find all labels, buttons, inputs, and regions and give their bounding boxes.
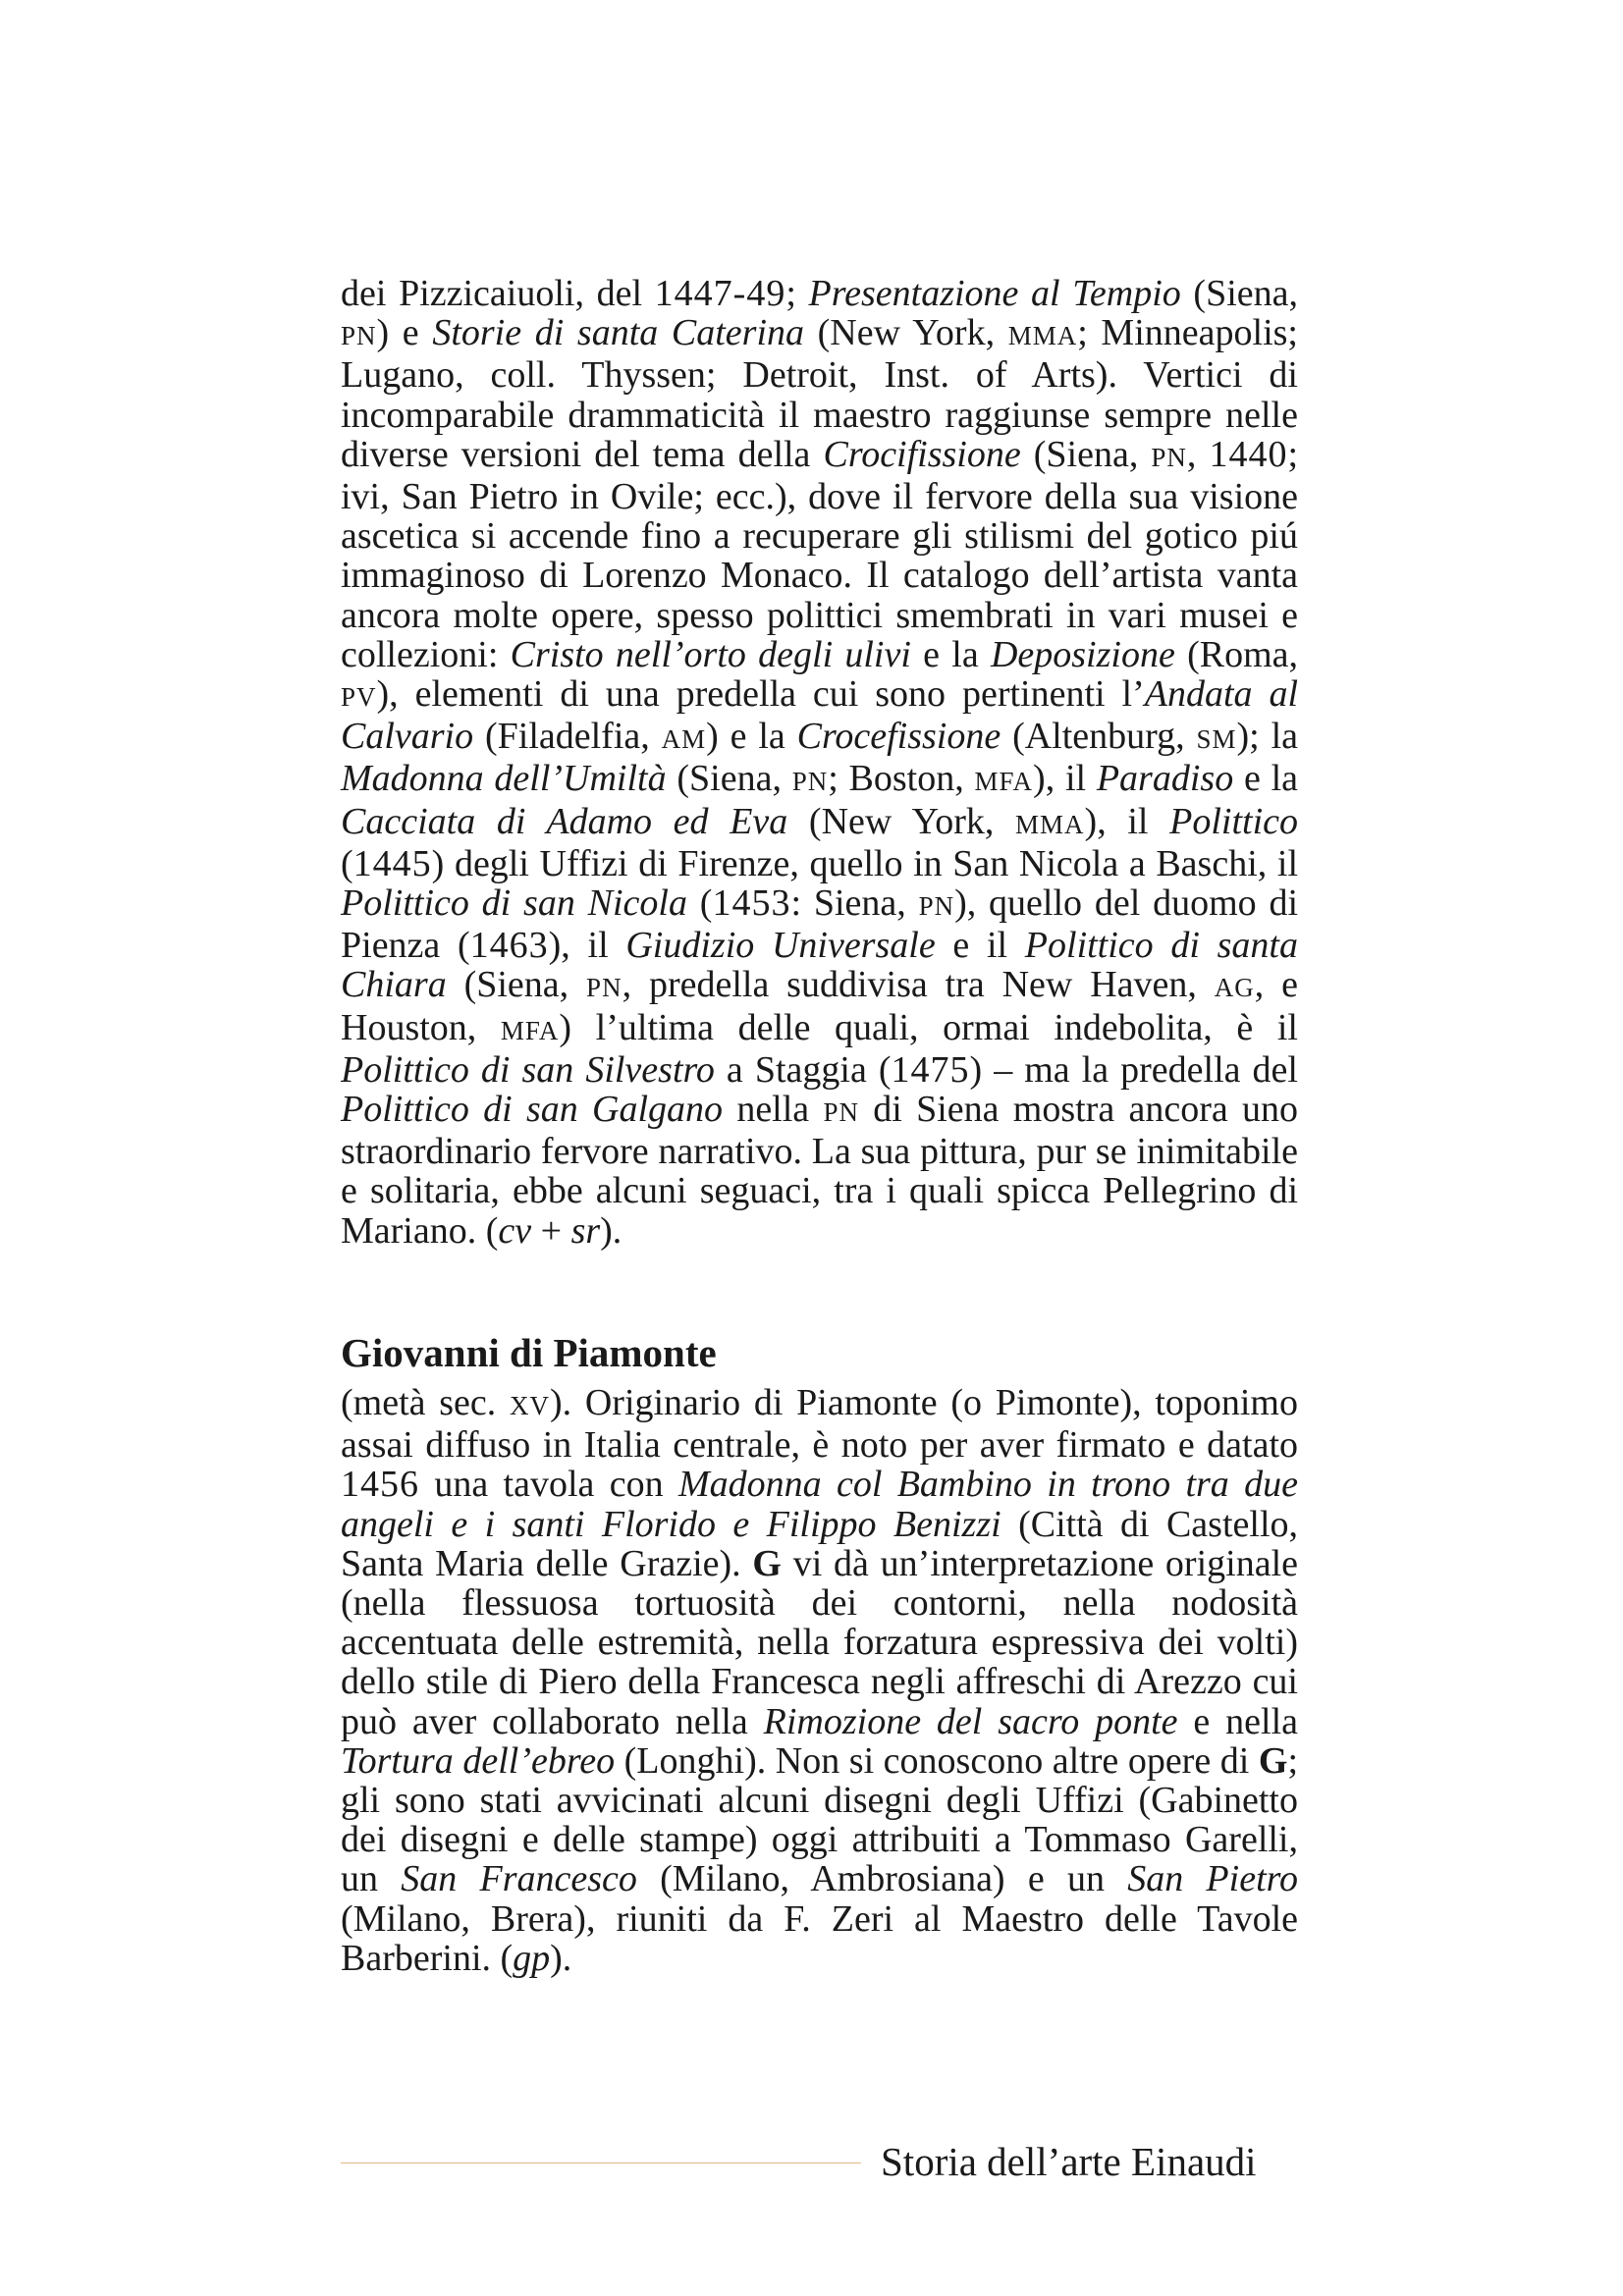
small-caps-abbreviation: PN [823, 1097, 859, 1128]
bold-abbreviation: G [1258, 1739, 1288, 1782]
text-run: (New York, [787, 800, 1016, 842]
italic-title: Cacciata di Adamo ed Eva [341, 800, 788, 842]
italic-title: Madonna dell’Umiltà [341, 758, 667, 800]
italic-title: Deposizione [990, 633, 1175, 675]
text-run: ) e la [706, 716, 797, 758]
text-run: ), il [1033, 758, 1097, 800]
date-number: 1463 [469, 925, 549, 967]
italic-title: Presentazione al Tempio [808, 273, 1181, 314]
text-run: ; ivi, San Pietro in Ovile; ecc.), dove il fervore della sua visione ascetica si accende fino a recuperare gli stilismi del gotico piú immaginoso di Lorenzo Monaco. Il catalogo dell’artista vanta ancora molte opere, spesso polittici smembrati in vari musei e collezioni: [341, 433, 1299, 675]
date-number: 1445 [352, 842, 432, 884]
small-caps-abbreviation: SM [1196, 724, 1237, 755]
italic-title: Polittico di san Silvestro [341, 1048, 715, 1091]
text-run: ); la [1236, 716, 1299, 758]
italic-title: Polittico di san Nicola [341, 882, 687, 925]
text-run: una tavola con [419, 1464, 678, 1506]
text-run: (Roma, [1174, 633, 1298, 675]
text-run: e nella [1177, 1700, 1298, 1742]
small-caps-abbreviation: PN [586, 973, 622, 1003]
italic-title: Andata al Calvario [341, 673, 1299, 758]
italic-title: Polittico di san Galgano [341, 1089, 724, 1131]
small-caps-abbreviation: XV [509, 1391, 550, 1420]
text-run: (Milano, Ambrosiana) e un [636, 1858, 1128, 1900]
text-run: ), quello del duomo di Pienza ( [341, 882, 1298, 967]
text-run: , [1186, 433, 1210, 475]
text-run: ) e [376, 312, 433, 354]
text-run: nella [723, 1089, 824, 1131]
text-run: (Siena, [446, 964, 587, 1006]
text-run: ; [785, 273, 809, 314]
italic-title: Paradiso [1096, 758, 1234, 800]
text-run: (Siena, [1180, 273, 1299, 314]
small-caps-abbreviation: PN [1151, 442, 1187, 472]
text-run: ( [686, 882, 713, 925]
text-run: + [531, 1209, 571, 1252]
small-caps-abbreviation: AM [661, 724, 707, 755]
italic-title: Polittico [1169, 800, 1298, 842]
small-caps-abbreviation: MFA [974, 767, 1034, 797]
date-number: 1475 [891, 1048, 970, 1091]
text-run: ). [600, 1209, 622, 1252]
text-run: ), il [1084, 800, 1170, 842]
text-run: ). [550, 1937, 572, 1979]
bold-abbreviation: G [752, 1542, 782, 1584]
italic-title: San Pietro [1127, 1858, 1299, 1900]
italic-title: Madonna col Bambino in trono tra due angeli e i santi Florido e Filippo Benizzi [341, 1464, 1298, 1545]
text-run: (Milano, Brera), riuniti da F. Zeri al Maestro delle Tavole Barberini. ( [341, 1897, 1298, 1979]
text-run: e la [1233, 758, 1299, 800]
text-run: di Siena mostra ancora uno straordinario fervore narrativo. La sua pittura, pur se inimitabile e solitaria, ebbe alcuni seguaci, tra i quali spicca Pellegrino di Mariano. ( [341, 1089, 1298, 1252]
entry-heading: Giovanni di Piamonte [341, 1330, 717, 1375]
text-run: (New York, [804, 312, 1008, 354]
italic-title: Rimozione del sacro ponte [763, 1700, 1178, 1742]
text-run: (metà sec. [341, 1382, 510, 1423]
text-run: (Altenburg, [1001, 716, 1197, 758]
small-caps-abbreviation: PN [791, 767, 829, 797]
italic-title: Tortura dell’ebreo [341, 1739, 616, 1782]
text-run: ; Minneapolis; Lugano, coll. Thyssen; Detroit, Inst. of Arts). Vertici di incomparabile drammaticità il maestro raggiunse sempre nelle diverse versioni del tema della [341, 312, 1298, 475]
text-run: ; gli sono stati avvicinati alcuni disegni degli Uffizi (Gabinetto dei disegni e delle stampe) oggi attribuiti a Tommaso Garelli, un [341, 1739, 1298, 1900]
text-run: (Siena, [1020, 433, 1152, 475]
text-run: ) degli Uffizi di Firenze, quello in San Nicola a Baschi, il [431, 842, 1298, 884]
text-run: a Staggia ( [714, 1048, 892, 1091]
italic-title: Crocifissione [823, 433, 1021, 475]
text-run: ). Originario di Piamonte (o Pimonte), toponimo assai diffuso in Italia centrale, è noto per aver firmato e datato [341, 1382, 1298, 1467]
text-run: : Siena, [790, 882, 919, 925]
italic-title: Polittico di santa Chiara [341, 925, 1298, 1006]
text-run: ) – ma la predella del [969, 1048, 1298, 1091]
text-run: ), elementi di una predella cui sono pertinenti l’ [376, 673, 1145, 716]
italic-title: gp [513, 1937, 551, 1979]
footer-title: Storia dell’arte Einaudi [881, 2139, 1257, 2184]
text-run: vi dà un’interpretazione originale (nella flessuosa tortuosità dei contorni, nella nodosità accentuata delle estremità, nella forzatura espressiva dei volti) dello stile di Piero della Francesca negli affreschi di Arezzo cui può aver collaborato nella [341, 1542, 1298, 1742]
small-caps-abbreviation: MFA [500, 1015, 560, 1045]
italic-title: cv [498, 1209, 532, 1252]
date-number: 1447-49 [654, 273, 786, 314]
text-run: , e Houston, [341, 964, 1299, 1048]
text-run: (Siena, [666, 758, 792, 800]
italic-title: Storie di santa Caterina [432, 312, 805, 354]
small-caps-abbreviation: MMA [1015, 809, 1085, 839]
text-run: ; Boston, [828, 758, 975, 800]
text-run: (Filadelfia, [473, 716, 662, 758]
italic-title: San Francesco [401, 1858, 637, 1900]
text-run: e il [935, 925, 1025, 967]
text-run: e la [910, 633, 991, 675]
entry-continuation-body [341, 274, 1298, 1251]
text-run: dei Pizzicaiuoli, del [341, 273, 655, 314]
text-run: ), il [548, 925, 626, 967]
date-number: 1453 [712, 882, 791, 925]
text-run: ( [341, 842, 353, 884]
italic-title: Giudizio Universale [625, 925, 936, 967]
text-run: ) l’ultima delle quali, ormai indebolita, è il [559, 1006, 1298, 1048]
italic-title: Crocefissione [796, 716, 1001, 758]
text-run: (Città di Castello, Santa Maria delle Grazie). [341, 1503, 1298, 1584]
small-caps-abbreviation: PN [918, 891, 955, 922]
small-caps-abbreviation: AG [1214, 973, 1255, 1003]
small-caps-abbreviation: MMA [1007, 321, 1078, 351]
date-number: 1456 [341, 1464, 419, 1506]
text-run: (Longhi). Non si conoscono altre opere di [615, 1739, 1259, 1782]
small-caps-abbreviation: PV [341, 682, 377, 713]
small-caps-abbreviation: PN [341, 321, 377, 351]
entry-body [341, 1383, 1298, 1978]
italic-title: sr [570, 1209, 601, 1252]
text-run: , predella suddivisa tra New Haven, [622, 964, 1215, 1006]
date-number: 1440 [1209, 433, 1288, 475]
italic-title: Cristo nell’orto degli ulivi [510, 633, 911, 675]
